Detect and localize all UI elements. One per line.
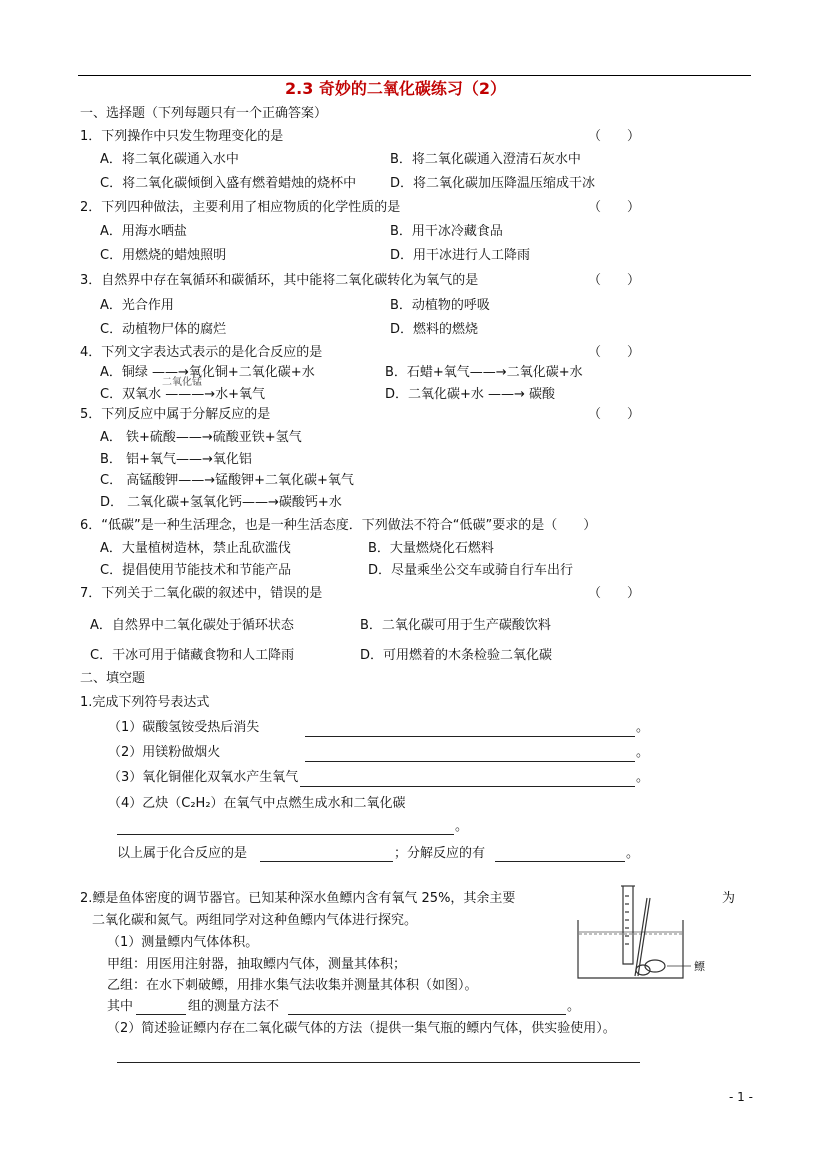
answer-decomposition[interactable] bbox=[495, 861, 625, 862]
figure-label: 鳔 bbox=[694, 960, 705, 973]
answer-verification[interactable] bbox=[117, 1062, 640, 1063]
q2-option-b: B．用干冰冷藏食品 bbox=[390, 224, 503, 239]
q5-paren: （ ） bbox=[588, 407, 641, 422]
q6-option-c: C．提倡使用节能技术和节能产品 bbox=[100, 563, 292, 578]
answer-line-1[interactable] bbox=[305, 736, 635, 737]
summary-end: 。 bbox=[626, 846, 640, 861]
q5-option-b: B． 铝+氧气——→氧化铝 bbox=[100, 452, 252, 467]
fill-q2-blank-a: 其中 bbox=[107, 999, 134, 1014]
q2-option-a: A．用海水晒盐 bbox=[100, 224, 187, 239]
answer-line-3-end: 。 bbox=[636, 770, 650, 785]
q3-option-d: D．燃料的燃烧 bbox=[390, 322, 479, 337]
answer-method[interactable] bbox=[288, 1014, 566, 1015]
fill-q2-sub1: （1）测量鳔内气体体积。 bbox=[107, 935, 259, 950]
answer-line-3[interactable] bbox=[300, 786, 635, 787]
fill-q2-line1-end: 为 bbox=[722, 891, 736, 906]
q6-option-a: A．大量植树造林，禁止乱砍滥伐 bbox=[100, 541, 291, 556]
answer-line-2[interactable] bbox=[305, 761, 635, 762]
q1-option-b: B．将二氧化碳通入澄清石灰水中 bbox=[390, 152, 581, 167]
q2-paren: （ ） bbox=[588, 200, 641, 215]
q4-option-a: A．铜绿 ——→氧化铜+二氧化碳+水 bbox=[100, 365, 315, 380]
answer-combination[interactable] bbox=[260, 861, 393, 862]
q4-option-b: B．石蜡+氧气——→二氧化碳+水 bbox=[385, 365, 583, 380]
q5-stem: 5．下列反应中属于分解反应的是 bbox=[80, 407, 271, 422]
q1-option-d: D．将二氧化碳加压降温压缩成干冰 bbox=[390, 176, 596, 191]
q5-option-a: A． 铁+硫酸——→硫酸亚铁+氢气 bbox=[100, 430, 302, 445]
fill-q2-blank-end: 。 bbox=[567, 999, 581, 1014]
q4-paren: （ ） bbox=[588, 345, 641, 360]
fill-q2-blank-b: 组的测量方法不 bbox=[188, 999, 280, 1014]
q1-option-a: A．将二氧化碳通入水中 bbox=[100, 152, 239, 167]
q2-option-d: D．用干冰进行人工降雨 bbox=[390, 248, 531, 263]
fill-q1-stem: 1.完成下列符号表达式 bbox=[80, 695, 210, 710]
water-surface bbox=[579, 932, 682, 934]
page-title: 2.3 奇妙的二氧化碳练习（2） bbox=[285, 79, 507, 98]
q7-option-a: A．自然界中二氧化碳处于循环状态 bbox=[90, 618, 294, 633]
answer-group[interactable] bbox=[136, 1014, 186, 1015]
q7-option-c: C．干冰可用于储藏食物和人工降雨 bbox=[90, 648, 295, 663]
fill-q1-item-4: （4）乙炔（C₂H₂）在氧气中点燃生成水和二氧化碳 bbox=[108, 796, 406, 811]
q6-option-b: B．大量燃烧化石燃料 bbox=[368, 541, 494, 556]
section2-heading: 二、填空题 bbox=[80, 671, 146, 686]
q2-stem: 2．下列四种做法，主要利用了相应物质的化学性质的是 bbox=[80, 200, 401, 215]
fill-q2-sub2: （2）简述验证鳔内存在二氧化碳气体的方法（提供一集气瓶的鳔内气体，供实验使用）。 bbox=[107, 1021, 616, 1036]
q5-option-d: D． 二氧化碳+氢氧化钙——→碳酸钙+水 bbox=[100, 495, 342, 510]
page-number: - 1 - bbox=[729, 1090, 753, 1104]
q6-stem: 6．“低碳”是一种生活理念，也是一种生活态度．下列做法不符合“低碳”要求的是（ ） bbox=[80, 518, 597, 533]
q1-stem: 1．下列操作中只发生物理变化的是 bbox=[80, 129, 284, 144]
q3-option-b: B．动植物的呼吸 bbox=[390, 298, 490, 313]
fill-q2-group-a: 甲组：用医用注射器，抽取鳔内气体，测量其体积； bbox=[107, 957, 407, 972]
fill-q2-line1: 2.鳔是鱼体密度的调节器官。已知某种深水鱼鳔内含有氧气 25%，其余主要 bbox=[80, 891, 516, 906]
q4-stem: 4．下列文字表达式表示的是化合反应的是 bbox=[80, 345, 323, 360]
fill-q1-item-1: （1）碳酸氢铵受热后消失 bbox=[108, 720, 260, 735]
q7-stem: 7．下列关于二氧化碳的叙述中，错误的是 bbox=[80, 586, 323, 601]
answer-line-2-end: 。 bbox=[636, 745, 650, 760]
answer-line-1-end: 。 bbox=[636, 720, 650, 735]
q3-option-a: A．光合作用 bbox=[100, 298, 174, 313]
answer-line-4[interactable] bbox=[117, 834, 454, 835]
q1-option-c: C．将二氧化碳倾倒入盛有燃着蜡烛的烧杯中 bbox=[100, 176, 357, 191]
q7-paren: （ ） bbox=[588, 586, 641, 601]
water-trough bbox=[578, 920, 683, 978]
q1-paren: （ ） bbox=[588, 129, 641, 144]
q3-option-c: C．动植物尸体的腐烂 bbox=[100, 322, 227, 337]
q7-option-d: D．可用燃着的木条检验二氧化碳 bbox=[360, 648, 553, 663]
q5-option-c: C． 高锰酸钾——→锰酸钾+二氧化碳+氧气 bbox=[100, 473, 354, 488]
summary-combination-label: 以上属于化合反应的是 bbox=[117, 846, 248, 861]
q2-option-c: C．用燃烧的蜡烛照明 bbox=[100, 248, 227, 263]
top-rule bbox=[78, 75, 751, 76]
fill-q1-item-2: （2）用镁粉做烟火 bbox=[108, 745, 221, 760]
measuring-cylinder bbox=[621, 886, 635, 964]
summary-decomposition-label: ；分解反应的有 bbox=[394, 846, 486, 861]
fill-q1-item-3: （3）氧化铜催化双氧水产生氧气 bbox=[108, 770, 299, 785]
fill-q2-line2: 二氧化碳和氮气。两组同学对这种鱼鳔内气体进行探究。 bbox=[92, 913, 418, 928]
answer-line-4-end: 。 bbox=[455, 819, 469, 834]
section1-heading: 一、选择题（下列每题只有一个正确答案） bbox=[80, 106, 328, 121]
q7-option-b: B．二氧化碳可用于生产碳酸饮料 bbox=[360, 618, 551, 633]
q4-option-d: D．二氧化碳+水 ——→ 碳酸 bbox=[385, 387, 556, 402]
q6-option-d: D．尽量乘坐公交车或骑自行车出行 bbox=[368, 563, 574, 578]
q3-stem: 3．自然界中存在氧循环和碳循环，其中能将二氧化碳转化为氧气的是 bbox=[80, 273, 479, 288]
fill-q2-group-b: 乙组：在水下刺破鳔，用排水集气法收集并测量其体积（如图）。 bbox=[107, 978, 478, 993]
q4-option-c: C．双氧水 ———→水+氧气 bbox=[100, 387, 265, 402]
q3-paren: （ ） bbox=[588, 273, 641, 288]
q4-catalyst-label: 二氧化锰 bbox=[162, 377, 202, 388]
stick bbox=[635, 898, 650, 976]
